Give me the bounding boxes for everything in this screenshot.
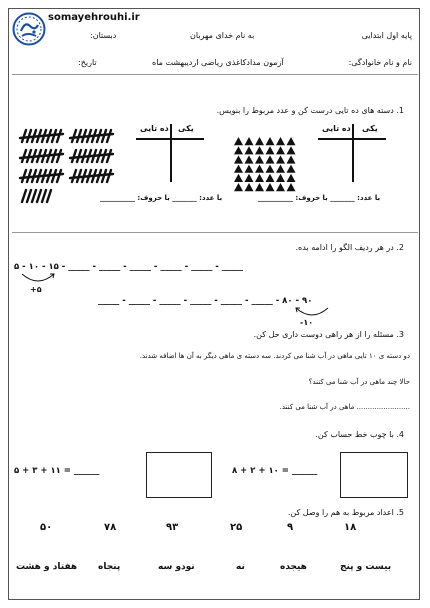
triangle-shape [266,146,275,154]
q5-number: 5. [396,508,404,517]
pattern-row-1: ۵ - ۱۰ - ۱۵ - _____ - _____ - _____ - _____ - _____ - _____ [14,262,244,272]
triangle-shape [266,137,275,145]
triangle-shape [255,165,264,173]
triangle-shape [234,146,243,154]
triangle-shape [255,146,264,154]
match-word: هفتاد و هشت [16,562,78,572]
triangle-shape [287,174,296,182]
tally-marks-picture [18,128,122,204]
grade-label: پایه اول ابتدایی [361,31,412,40]
q3-problem: دو دسته ی ۱۰ تایی ماهی در آب شنا می کردند. سه دسته ی ماهی دیگر به آن ها اضافه شدند. [139,352,410,360]
match-word: بیست و پنج [340,562,392,572]
tally-equation-left: ۵ + ۳ + ۱۱ = ______ [14,466,100,476]
name-label: نام و نام خانوادگی: [348,58,412,67]
q3-answer-line: ........................ ماهی در آب شنا می کنند. [279,403,410,411]
match-number: ۹ [287,522,294,533]
triangle-shape [266,155,275,163]
tally-answer-box-left[interactable] [146,452,212,498]
triangle-shape [234,183,243,191]
q1-text: دسته های ده تایی درست کن و عدد مربوط را بنویس. [216,106,394,115]
q3-prompt [254,330,404,339]
triangle-shape [276,146,285,154]
triangle-shape [276,137,285,145]
tens-header: ده تایی [140,124,169,133]
triangle-shape [245,155,254,163]
triangle-shape [287,183,296,191]
triangle-shape [266,183,275,191]
ones-header: یکی [362,124,378,133]
bismillah: به نام خدای مهربان [190,31,255,40]
hop-label-1: +۵ [30,285,42,294]
q2-text: در هر ردیف الگو را ادامه بده. [295,243,394,252]
q1-prompt [217,106,404,115]
triangle-shape [287,165,296,173]
ones-header: یکی [178,124,194,133]
hop-label-2: -۱۰ [300,318,314,327]
match-number: ۲۵ [230,522,243,533]
match-word: نودو سه [158,562,195,572]
site-url: somayehrouhi.ir [48,12,140,23]
place-value-table-right [318,124,386,182]
school-label: دبستان: [90,31,117,40]
triangle-shape [245,165,254,173]
q5-prompt [288,508,404,517]
tens-header: ده تایی [322,124,351,133]
triangle-shape [287,155,296,163]
date-label: تاریخ: [78,58,97,67]
match-number: ۵۰ [40,522,53,533]
match-word: نه [236,562,245,572]
q4-prompt [315,430,404,439]
triangle-shape [276,174,285,182]
triangle-shape [245,183,254,191]
q1-number: 1. [396,106,404,115]
match-word: هیجده [280,562,307,572]
q2-prompt [296,243,404,252]
triangle-shape [245,174,254,182]
q1-answer-left: با عدد: _______ با حروف: __________ [100,194,223,202]
triangle-shape [266,174,275,182]
match-number: ۷۸ [104,522,117,533]
triangle-shape [255,174,264,182]
triangle-shape [287,137,296,145]
site-logo [12,12,46,46]
q5-text: اعداد مربوط به هم را وصل کن. [287,508,394,517]
q4-number: 4. [396,430,404,439]
q2-number: 2. [396,243,404,252]
match-number: ۱۸ [344,522,357,533]
triangle-shape [234,165,243,173]
triangle-shape [276,165,285,173]
q3-text: مسئله را از هر راهی دوست داری حل کن. [253,330,394,339]
q3-number: 3. [396,330,404,339]
match-number: ۹۳ [166,522,179,533]
triangle-shape [276,155,285,163]
triangle-shape [245,146,254,154]
place-value-table-left [136,124,204,182]
triangle-shape [255,183,264,191]
triangle-shape [276,183,285,191]
triangles-picture [232,136,298,192]
pattern-row-2: _____ - _____ - _____ - _____ - _____ - _____ - ۸۰ - ۹۰ [98,296,313,306]
q3-question: حالا چند ماهی در آب شنا می کنند؟ [308,378,410,386]
q1-answer-right: با عدد: _______ با حروف: __________ [258,194,381,202]
triangle-shape [245,137,254,145]
triangle-shape [234,155,243,163]
triangle-shape [255,155,264,163]
exam-title: آزمون مدادکاغذی ریاضی اردیبهشت ماه [152,58,284,67]
q4-text: با چوب خط حساب کن. [315,430,394,439]
triangle-shape [287,146,296,154]
header-divider [12,74,418,75]
triangle-shape [255,137,264,145]
triangle-shape [234,137,243,145]
section-divider [12,232,418,233]
triangle-shape [234,174,243,182]
tally-answer-box-right[interactable] [340,452,408,498]
match-word: پنجاه [98,562,121,572]
triangle-shape [266,165,275,173]
tally-equation-right: ۸ + ۲ + ۱۰ = ______ [232,466,318,476]
